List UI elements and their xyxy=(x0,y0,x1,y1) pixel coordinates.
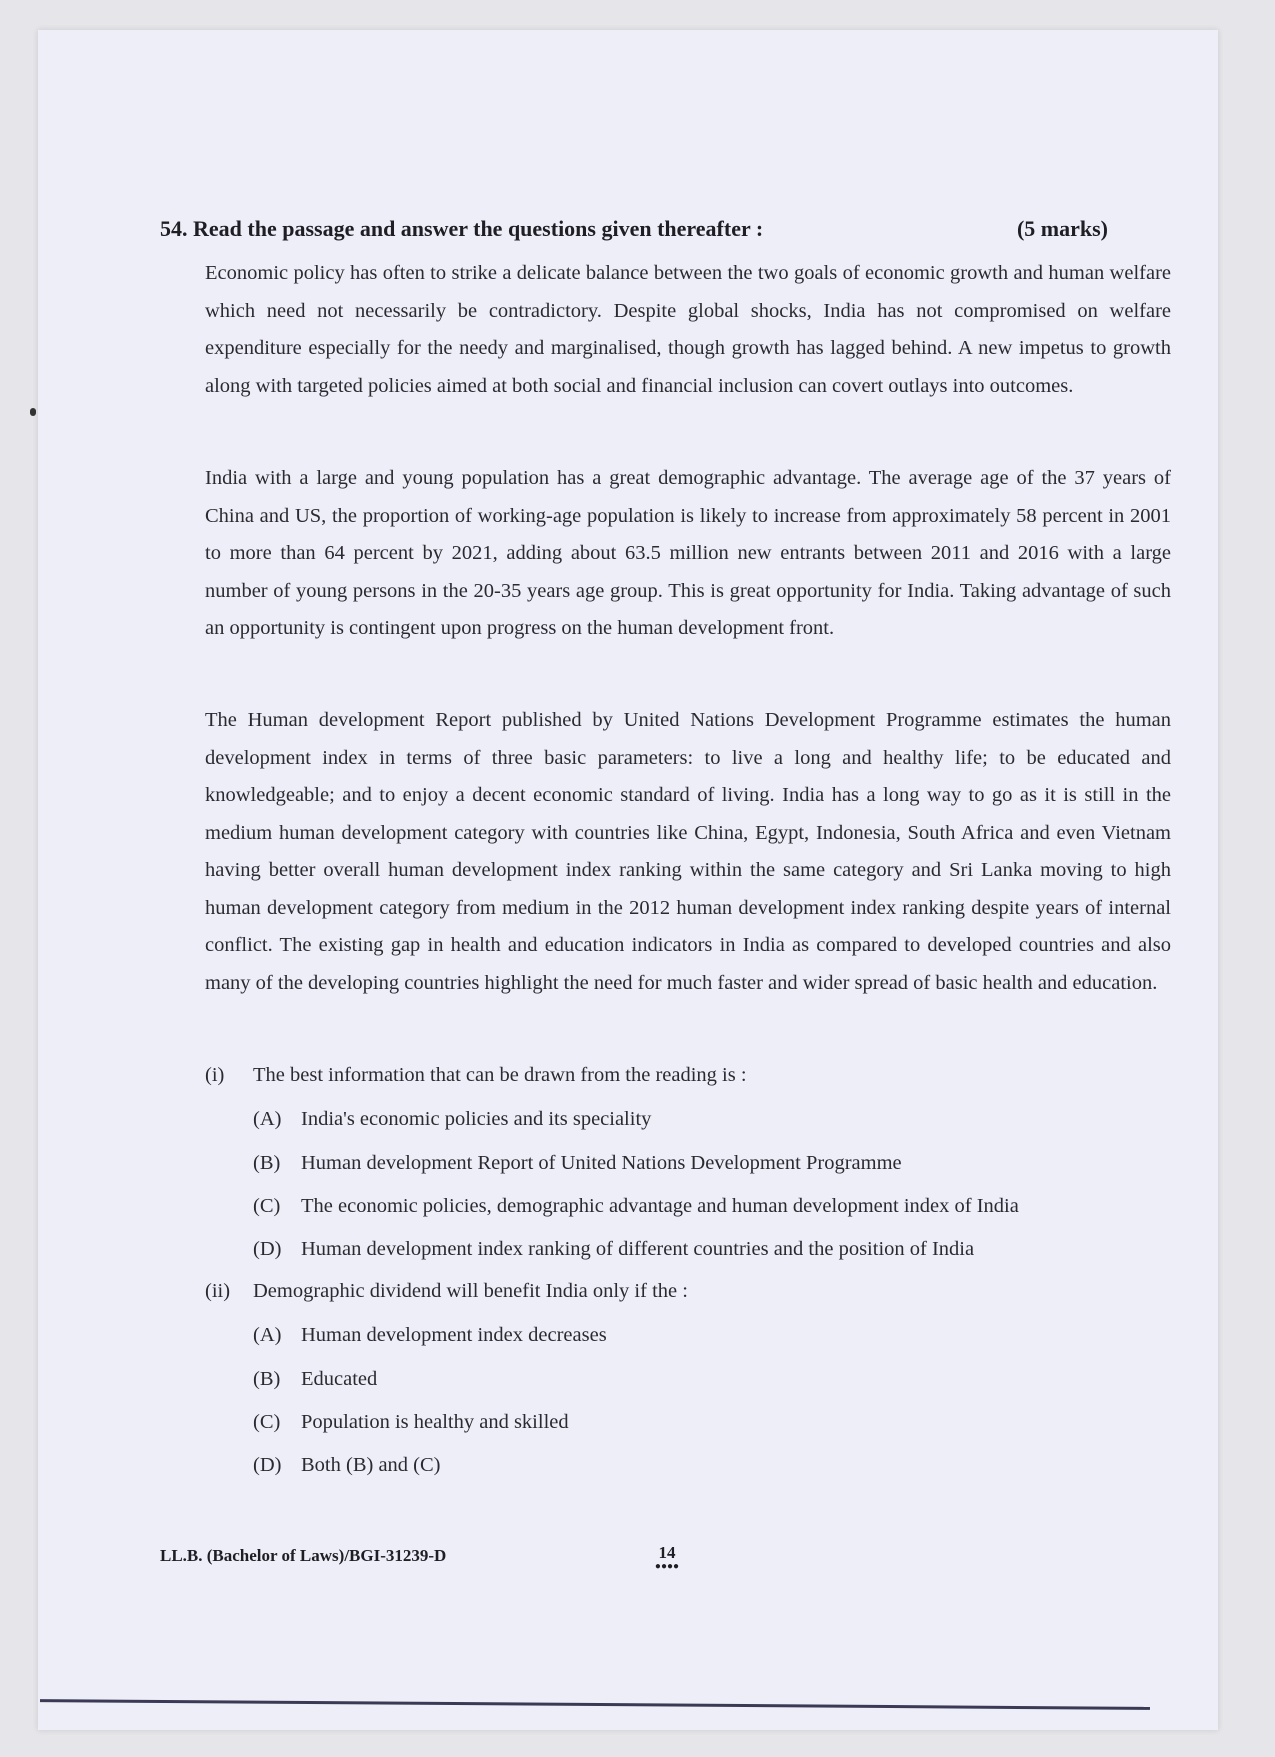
option-text: Human development index ranking of different countries and the position of India xyxy=(301,1238,975,1260)
footer-course-code: LL.B. (Bachelor of Laws)/BGI-31239-D xyxy=(160,1546,447,1565)
option-1a xyxy=(253,1108,651,1131)
option-2a xyxy=(253,1324,607,1347)
margin-mark xyxy=(30,408,36,416)
option-text: Population is healthy and skilled xyxy=(301,1411,569,1433)
option-letter: (C) xyxy=(253,1411,281,1433)
option-2b xyxy=(253,1368,377,1391)
question-title: 54. Read the passage and answer the questions given thereafter : xyxy=(160,216,764,241)
subquestion-text: The best information that can be drawn from the reading is : xyxy=(253,1064,747,1086)
passage-paragraph-1: Economic policy has often to strike a delicate balance between the two goals of economic growth and human welfare which need not necessarily be contradictory. Despite global shocks, India has not compromised on welfare expenditure especially for the needy and marginalised, though growth has lagged behind. A new impetus to growth along with targeted policies aimed at both social and financial inclusion can covert outlays into outcomes. xyxy=(205,262,1171,397)
option-1c xyxy=(253,1195,1019,1218)
page-dots: ●●●● xyxy=(654,1561,680,1572)
option-2c xyxy=(253,1411,569,1434)
option-letter: (C) xyxy=(253,1195,281,1217)
passage-paragraph-3: The Human development Report published by United Nations Development Programme estimates the human development index in terms of three basic parameters: to live a long and healthy life; to be educated and knowledgeable; and to enjoy a decent economic standard of living. India has a long way to go as it is still in the medium human development category with countries like China, Egypt, Indonesia, South Africa and even Vietnam having better overall human development index ranking within the same category and Sri Lanka moving to high human development category from medium in the 2012 human development index ranking despite years of internal conflict. The existing gap in health and education indicators in India as compared to developed countries and also many of the developing countries highlight the need for much faster and wider spread of basic health and education. xyxy=(205,709,1171,994)
subquestion-1 xyxy=(205,1064,747,1087)
bottom-rule xyxy=(40,1699,1150,1710)
option-letter: (D) xyxy=(253,1454,282,1476)
option-text: Educated xyxy=(301,1368,378,1390)
option-text: The economic policies, demographic advantage and human development index of India xyxy=(301,1195,1019,1217)
option-text: India's economic policies and its speciality xyxy=(301,1108,652,1130)
option-2d xyxy=(253,1454,441,1477)
option-text: Human development index decreases xyxy=(301,1324,607,1346)
option-letter: (B) xyxy=(253,1152,281,1174)
option-text: Both (B) and (C) xyxy=(301,1454,441,1476)
passage-paragraph-2: India with a large and young population has a great demographic advantage. The average age of the 37 years of China and US, the proportion of working-age population is likely to increase from approximately 58 percent in 2001 to more than 64 percent by 2021, adding about 63.5 million new entrants between 2011 and 2016 with a large number of young persons in the 20-35 years age group. This is great opportunity for India. Taking advantage of such an opportunity is contingent upon progress on the human development front. xyxy=(205,467,1171,639)
subquestion-number: (i) xyxy=(205,1064,225,1086)
option-letter: (A) xyxy=(253,1108,282,1130)
page-number-block xyxy=(642,1544,692,1572)
subquestion-number: (ii) xyxy=(205,1280,231,1302)
option-1b xyxy=(253,1152,902,1175)
option-text: Human development Report of United Nations Development Programme xyxy=(301,1152,902,1174)
option-letter: (D) xyxy=(253,1238,282,1260)
option-1d xyxy=(253,1238,974,1261)
page-number: 14 xyxy=(658,1543,676,1562)
option-letter: (B) xyxy=(253,1368,281,1390)
question-heading xyxy=(160,216,1108,242)
option-letter: (A) xyxy=(253,1324,282,1346)
subquestion-2 xyxy=(205,1280,688,1303)
subquestion-text: Demographic dividend will benefit India only if the : xyxy=(253,1280,688,1302)
question-marks: (5 marks) xyxy=(1016,216,1108,241)
